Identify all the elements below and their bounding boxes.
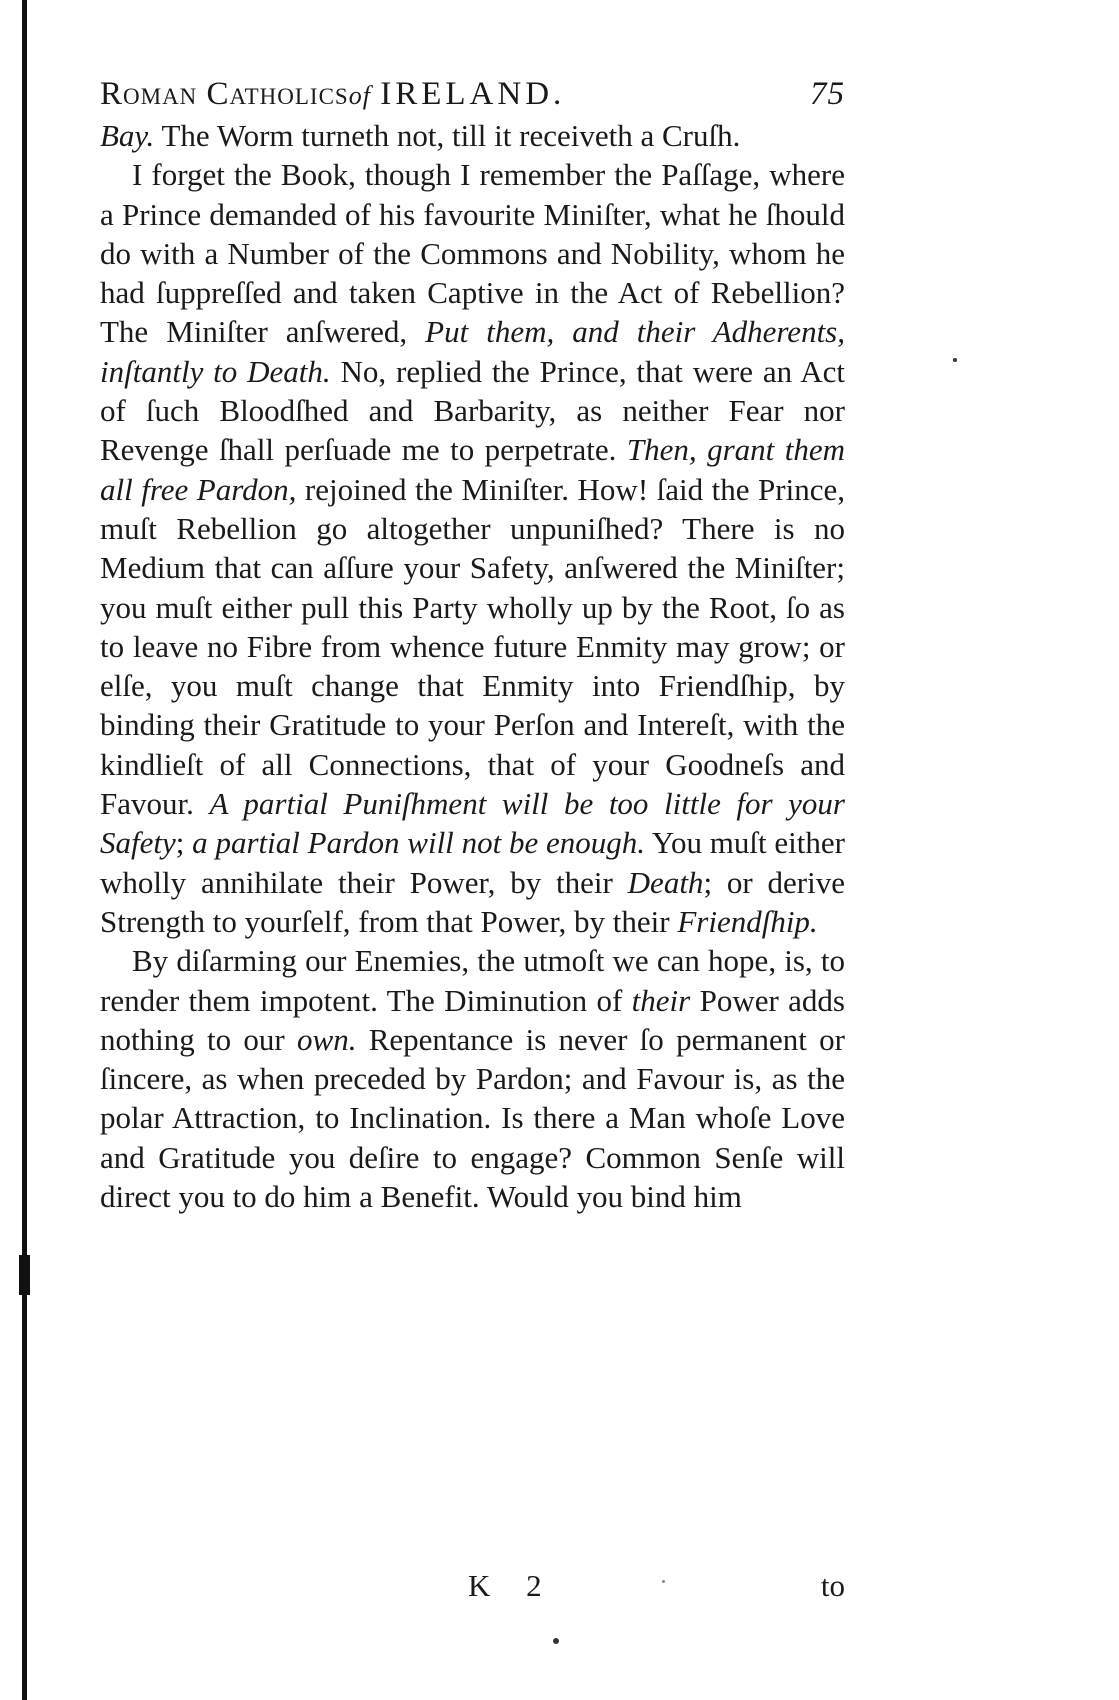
paragraph-3 [100, 941, 845, 1216]
p3-text-c: Power adds nothing to our [100, 982, 845, 1057]
ink-speck [953, 358, 957, 362]
running-head-ireland: IRELAND. [380, 76, 566, 112]
gutter-mark [19, 1255, 30, 1295]
page-number: 75 [810, 76, 845, 112]
p2-text-i: You muſt either wholly annihilate their Power, by their [100, 825, 845, 900]
p2-text-k: ; or derive Strength to yourſelf, from that Power, by their [100, 864, 845, 939]
running-head-roman: Roman [100, 76, 198, 112]
ink-speck [662, 1580, 665, 1583]
p2-italic-put-them: Put them, and their Adherents, inſtantly to Death. [100, 314, 845, 389]
ink-speck [553, 1638, 559, 1644]
p2-text-a: I forget the Book, though I remember the Paſſage, where a Prince demanded of his favourite Miniſter, what he ſhould do with a Number of the Commons and Nobility, whom he had ſuppreſſed and taken Captive in the Act of Rebellion? The Miniſter anſwered, [100, 157, 845, 350]
body-text [100, 116, 845, 1216]
p3-text-e: Repentance is never ſo permanent or ſincere, as when preceded by Pardon; and Favour is, as the polar Attraction, to Inclination. Is there a Man whoſe Love and Gratitude you deſire to engage? Common Senſe will direct you to do him a Benefit. Would you bind him [100, 1021, 845, 1215]
p2-italic-partial-pardon: a partial Pardon will not be enough. [192, 825, 646, 861]
running-head-catholics: Catholics [206, 76, 349, 112]
page-header [100, 72, 845, 116]
p2-italic-friendship: Friendſhip. [677, 903, 818, 939]
p3-italic-own: own. [297, 1021, 357, 1057]
p1-italic-bay: Bay. [100, 118, 155, 153]
catchword: to [820, 1568, 845, 1603]
running-head-of: of [348, 81, 371, 110]
paragraph-1 [100, 116, 845, 155]
running-head [100, 72, 565, 118]
page-gutter-shadow [22, 0, 27, 1700]
book-page [100, 72, 845, 1216]
p2-text-c: No, replied the Prince, that were an Act of ſuch Bloodſhed and Barbarity, as neither Fear nor Revenge ſhall perſuade me to perpetrate. [100, 353, 846, 468]
page-footer [100, 1566, 845, 1606]
paragraph-2 [100, 155, 845, 941]
signature-mark: K 2 [468, 1568, 556, 1603]
p3-italic-their: their [631, 982, 691, 1018]
p2-text-g: ; [175, 825, 193, 861]
p2-italic-grant-pardon: Then, grant them all free Pardon, [100, 432, 845, 507]
p2-italic-death: Death [627, 864, 704, 900]
p3-text-a: By diſarming our Enemies, the utmoſt we can hope, is, to render them impotent. The Diminution of [100, 943, 845, 1018]
p1-text: The Worm turneth not, till it receiveth a Cruſh. [154, 118, 741, 153]
p2-text-e: rejoined the Miniſter. How! ſaid the Prince, muſt Rebellion go altogether unpuniſhed? There is no Medium that can aſſure your Safety, anſwered the Miniſter; you muſt either pull this Party wholly up by the Root, ſo as to leave no Fibre from whence future Enmity may grow; or elſe, you muſt change that Enmity into Friendſhip, by binding their Gratitude to your Perſon and Intereſt, with the kindlieſt of all Connections, that of your Goodneſs and Favour. [100, 471, 845, 822]
p2-italic-partial-punishment: A partial Puniſhment will be too little for your Safety [100, 786, 845, 861]
